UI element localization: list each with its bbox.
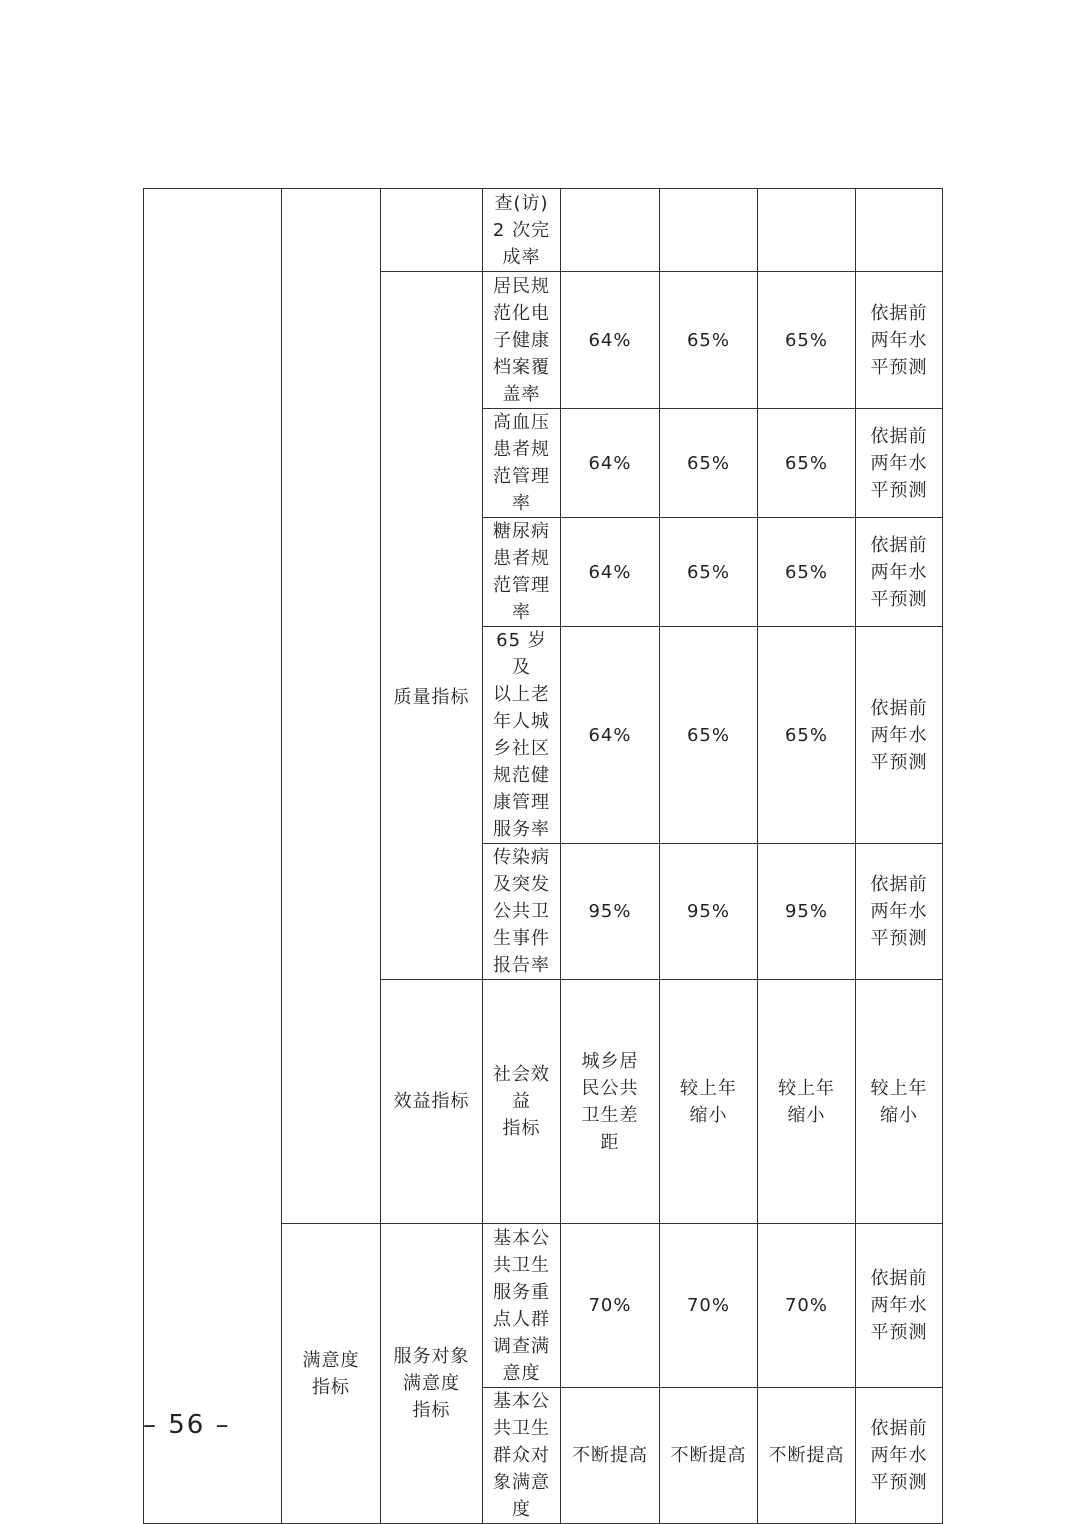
level3-category-cell: [381, 189, 483, 272]
benefit-indicator-label: 效益指标: [381, 980, 483, 1224]
basis-cell: 依据前 两年水 平预测: [856, 409, 943, 518]
value-cell-2: 95%: [660, 844, 758, 980]
quality-indicator-label: 质量指标: [381, 272, 483, 980]
value-cell-3: 65%: [758, 518, 856, 627]
basis-cell: 依据前 两年水 平预测: [856, 272, 943, 409]
indicator-cell: 基本公 共卫生 服务重 点人群 调查满 意度: [483, 1224, 561, 1388]
level1-category-cell: [144, 189, 282, 1524]
value-cell-2: 较上年 缩小: [758, 980, 856, 1224]
indicator-cell: 基本公 共卫生 群众对 象满意 度: [483, 1388, 561, 1524]
value-cell-3: 70%: [758, 1224, 856, 1388]
value-cell-3: 不断提高: [758, 1388, 856, 1524]
value-cell-3: [758, 189, 856, 272]
indicator-cell: 65 岁及 以上老 年人城 乡社区 规范健 康管理 服务率: [483, 627, 561, 844]
indicator-cell: 传染病 及突发 公共卫 生事件 报告率: [483, 844, 561, 980]
value-cell-1: 64%: [561, 518, 660, 627]
satisfaction-indicator-label: 满意度 指标: [282, 1224, 381, 1524]
value-cell-3: 65%: [758, 627, 856, 844]
basis-cell: 依据前 两年水 平预测: [856, 1388, 943, 1524]
indicator-cell: 糖尿病 患者规 范管理 率: [483, 518, 561, 627]
value-cell-3: 较上年 缩小: [856, 980, 943, 1224]
value-cell-3: 65%: [758, 409, 856, 518]
value-cell-1: 不断提高: [561, 1388, 660, 1524]
value-cell-1: 64%: [561, 627, 660, 844]
value-cell-2: 65%: [660, 627, 758, 844]
value-cell-1: [561, 189, 660, 272]
value-cell-1: 95%: [561, 844, 660, 980]
value-cell-2: [660, 189, 758, 272]
basis-cell: 依据前 两年水 平预测: [856, 518, 943, 627]
indicator-cell: 查(访) 2 次完 成率: [483, 189, 561, 272]
indicator-cell: 高血压 患者规 范管理 率: [483, 409, 561, 518]
level2-category-cell: [282, 189, 381, 1224]
value-cell-2: 65%: [660, 518, 758, 627]
value-cell-3: 65%: [758, 272, 856, 409]
value-cell-2: 65%: [660, 272, 758, 409]
value-cell-2: 65%: [660, 409, 758, 518]
value-cell-1: 较上年 缩小: [660, 980, 758, 1224]
social-benefit-label: 社会效益 指标: [483, 980, 561, 1224]
indicator-cell: 城乡居 民公共 卫生差 距: [561, 980, 660, 1224]
value-cell-1: 64%: [561, 409, 660, 518]
value-cell-2: 70%: [660, 1224, 758, 1388]
page-number: – 56 –: [143, 1410, 231, 1440]
value-cell-2: 不断提高: [660, 1388, 758, 1524]
basis-cell: 依据前 两年水 平预测: [856, 844, 943, 980]
table-row: [144, 189, 943, 272]
performance-indicator-table: [143, 188, 943, 1524]
indicator-cell: 居民规 范化电 子健康 档案覆 盖率: [483, 272, 561, 409]
basis-cell: 依据前 两年水 平预测: [856, 627, 943, 844]
value-cell-1: 70%: [561, 1224, 660, 1388]
basis-cell: [856, 189, 943, 272]
value-cell-1: 64%: [561, 272, 660, 409]
basis-cell: 依据前 两年水 平预测: [856, 1224, 943, 1388]
value-cell-3: 95%: [758, 844, 856, 980]
service-satisfaction-label: 服务对象 满意度 指标: [381, 1224, 483, 1524]
